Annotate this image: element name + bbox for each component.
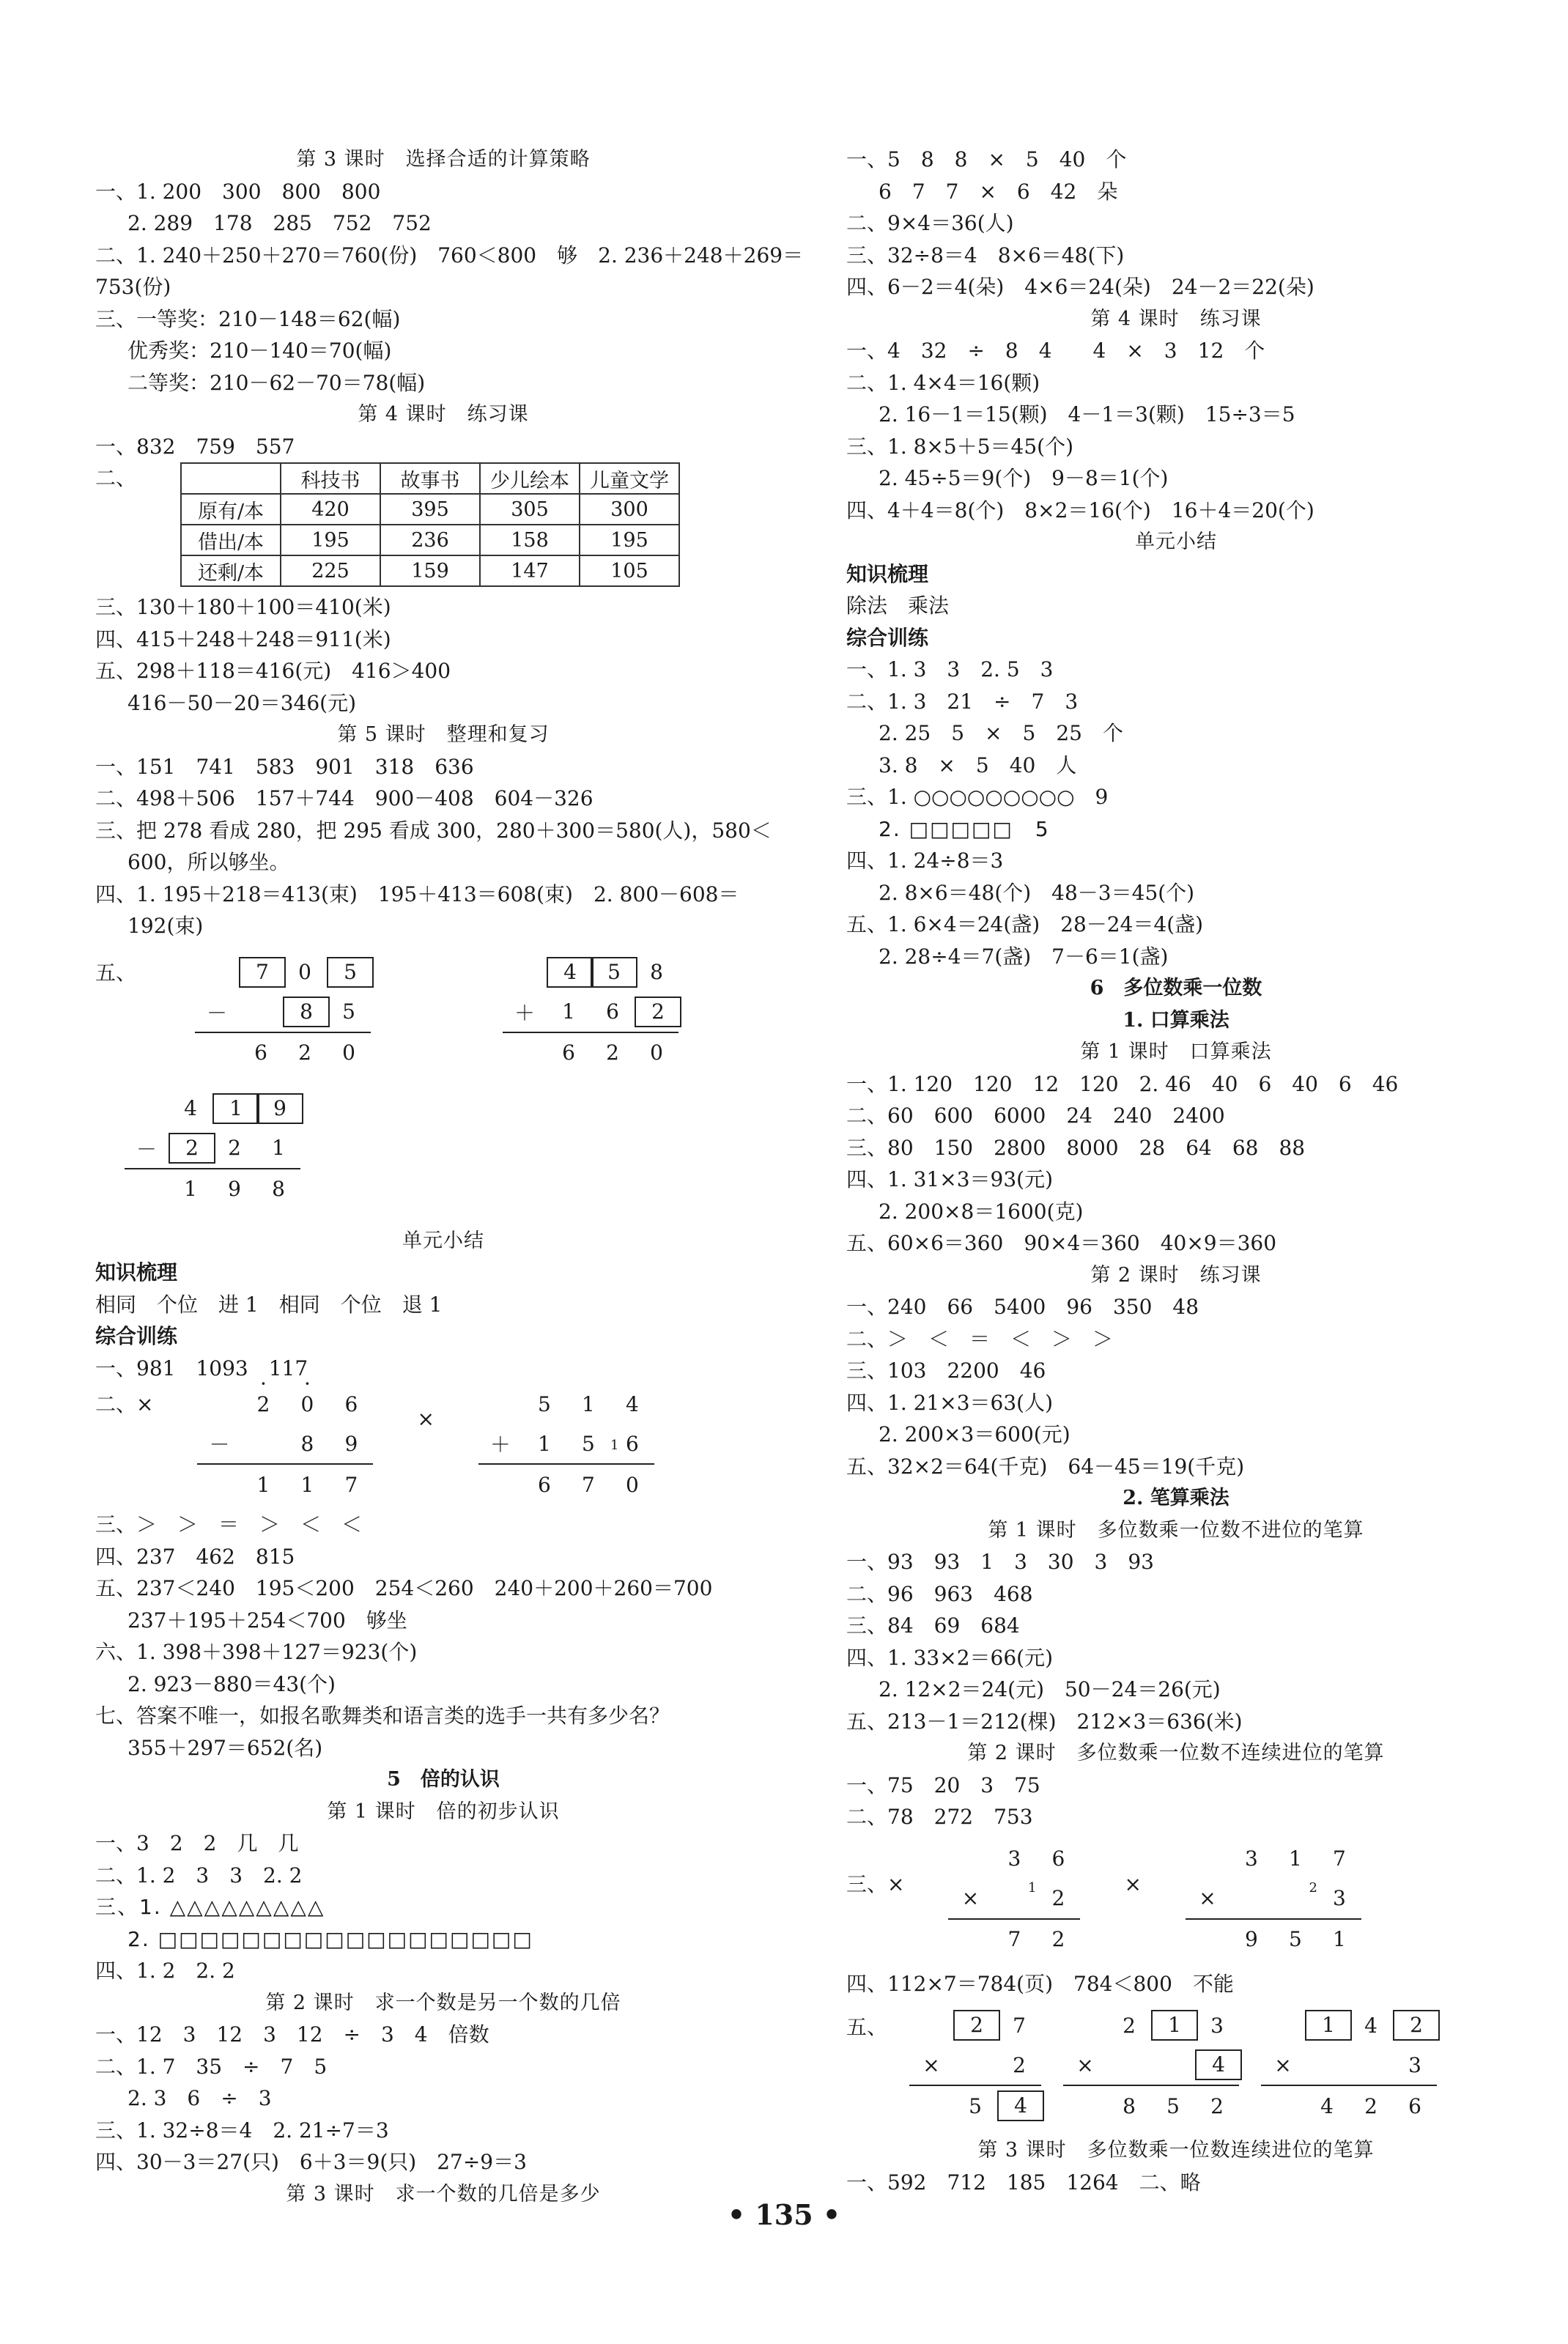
table-header-cell	[181, 463, 281, 494]
answer-line: 三、80 150 2800 8000 28 64 68 88	[846, 1135, 1306, 1160]
question-number: 二、×	[95, 1392, 154, 1416]
digit: 0	[298, 960, 311, 984]
answer-line: 一、12 3 12 3 12 ÷ 3 4 倍数	[95, 2022, 489, 2047]
digit: 9	[344, 1431, 358, 1456]
result-row	[1186, 1918, 1361, 1959]
digit: 1	[562, 999, 575, 1024]
answer-line: 一、1. 200 300 800 800	[95, 179, 381, 204]
table-cell: 395	[380, 494, 480, 525]
carry-digit: 2	[1309, 1879, 1317, 1896]
digit-row	[1186, 1879, 1361, 1918]
operator: －	[207, 1000, 228, 1025]
lesson-title: 第 2 课时 多位数乘一位数不连续进位的笔算	[967, 1742, 1385, 1764]
digit: 0	[342, 1040, 355, 1065]
triangle-row: 三、1. △△△△△△△△△	[95, 1895, 325, 1919]
answer-line: 二、1. 3 21 ÷ 7 3	[846, 689, 1079, 714]
table-cell: 195	[580, 525, 679, 555]
table-header-row	[181, 463, 679, 494]
result-row	[197, 1463, 373, 1504]
digit: 5	[969, 2093, 982, 2118]
section-heading: 知识梳理	[846, 561, 929, 586]
table-cell: 236	[380, 525, 480, 555]
answer-line: 2. 25 5 × 5 25 个	[879, 721, 1123, 745]
digit-row	[948, 1879, 1080, 1918]
answer-line: 一、5 8 8 × 5 40 个	[846, 147, 1127, 171]
digit: 8	[272, 1177, 285, 1201]
answer-line: 753(份)	[95, 275, 171, 299]
digit-row	[1261, 2005, 1437, 2045]
answer-box: 8	[283, 997, 330, 1027]
lesson-title: 第 4 课时 练习课	[1090, 307, 1262, 330]
table-cell: 105	[580, 555, 679, 586]
digit: 2	[1051, 1927, 1065, 1951]
answer-line: 一、4 32 ÷ 8 4 4 × 3 12 个	[846, 339, 1265, 363]
answer-line: 三、130＋180＋100＝410(米)	[95, 595, 391, 619]
result-row	[503, 1032, 678, 1073]
answer-line: 2. 8×6＝48(个) 48－3＝45(个)	[879, 880, 1195, 905]
digit: 2	[1013, 2052, 1026, 2077]
answer-box: 4	[997, 2090, 1044, 2121]
digit: 2	[1051, 1886, 1065, 1910]
answer-line: 五、213－1＝212(棵) 212×3＝636(米)	[846, 1709, 1243, 1734]
digit: 0 ·	[285, 1392, 329, 1416]
digit: 1	[300, 1472, 314, 1497]
digit: 2	[298, 1040, 311, 1065]
digit: 1	[272, 1136, 285, 1160]
answer-line: 三、一等奖：210－148＝62(幅)	[95, 306, 401, 331]
answer-line: 6 7 7 × 6 42 朵	[879, 179, 1118, 204]
answer-line: 416－50－20＝346(元)	[127, 690, 356, 715]
table-block	[95, 462, 791, 591]
answer-line: 二、96 963 468	[846, 1581, 1033, 1606]
unit-subtitle: 2. 笔算乘法	[1123, 1487, 1229, 1509]
vertical-arithmetic-group	[846, 1839, 1506, 1968]
section-title: 单元小结	[1135, 530, 1217, 553]
digit: 6	[562, 1040, 575, 1065]
answer-line: 三、＞ ＞ ＝ ＞ ＜ ＜	[95, 1512, 363, 1537]
digit: 3	[1408, 2052, 1421, 2077]
digit: 7	[1013, 2013, 1026, 2038]
answer-line: 一、1. 120 120 12 120 2. 46 40 6 40 6 46	[846, 1071, 1399, 1096]
lesson-title: 第 1 课时 口算乘法	[1080, 1040, 1272, 1063]
answer-line: 除法 乘法	[846, 594, 950, 618]
section-heading: 综合训练	[95, 1324, 178, 1348]
digit: 6	[606, 999, 619, 1024]
answer-line: 四、237 462 815	[95, 1544, 295, 1569]
vertical-subtraction	[125, 1089, 791, 1218]
digit: 5	[582, 1431, 595, 1456]
digit: 5	[342, 999, 355, 1024]
answer-box: 1	[212, 1093, 259, 1124]
answer-line: 四、6－2＝4(朵) 4×6＝24(朵) 24－2＝22(朵)	[846, 275, 1314, 299]
table-cell: 300	[580, 494, 679, 525]
answer-line: 六、1. 398＋398＋127＝923(个)	[95, 1640, 418, 1664]
answer-line: 2. 45÷5＝9(个) 9－8＝1(个)	[879, 466, 1169, 490]
answer-line: 355＋297＝652(名)	[127, 1735, 323, 1760]
digit: 1	[1333, 1927, 1346, 1951]
answer-box: 4	[1195, 2049, 1242, 2080]
answer-line: 四、1. 21×3＝63(人)	[846, 1390, 1053, 1415]
question-number: 二、	[95, 466, 137, 490]
digit: 6	[1408, 2093, 1421, 2118]
vertical-arithmetic-group	[95, 1384, 791, 1509]
table-cell: 158	[480, 525, 580, 555]
digit-row	[1261, 2045, 1437, 2085]
vertical-multiplication	[909, 2005, 1041, 2126]
lesson-title: 第 3 课时 多位数乘一位数连续进位的笔算	[977, 2139, 1375, 2162]
wrong-mark: ×	[1124, 1871, 1142, 1896]
result-row	[1063, 2085, 1239, 2126]
answer-line: 一、75 20 3 75	[846, 1772, 1040, 1797]
page-number: • 135 •	[727, 2198, 841, 2231]
digit-row	[1186, 1839, 1361, 1879]
table-row	[181, 494, 679, 525]
digit: 5	[1166, 2093, 1180, 2118]
digit-row	[125, 1128, 791, 1168]
table-cell: 159	[380, 555, 480, 586]
digit: 8	[1123, 2093, 1136, 2118]
answer-line: 四、415＋248＋248＝911(米)	[95, 626, 391, 651]
result-row	[948, 1918, 1080, 1959]
digit: 7	[344, 1472, 358, 1497]
digit: 3	[1007, 1846, 1021, 1871]
vertical-multiplication	[948, 1839, 1080, 1959]
answer-box: 4	[547, 957, 593, 988]
answer-line: 相同 个位 进 1 相同 个位 退 1	[95, 1292, 443, 1317]
answer-box: 2	[953, 2010, 1000, 2041]
answer-line: 2. 289 178 285 752 752	[127, 211, 432, 235]
answer-line: 三、把 278 看成 280，把 295 看成 300，280＋300＝580(人)，580＜	[95, 818, 772, 843]
answer-box: 2	[169, 1133, 215, 1164]
chapter-title: 5 倍的认识	[387, 1768, 500, 1791]
digit: 4	[184, 1096, 197, 1120]
digit-row	[195, 953, 371, 992]
answer-line: 二、1. 240＋250＋270＝760(份) 760＜800 够 2. 236＋248＋269＝	[95, 243, 804, 267]
answer-line: 五、60×6＝360 90×4＝360 40×9＝360	[846, 1231, 1277, 1255]
answer-line: 二、1. 4×4＝16(颗)	[846, 370, 1040, 395]
digit-row	[503, 953, 678, 992]
digit: 2	[1210, 2093, 1224, 2118]
circle-row: 三、1. ○○○○○○○○○ 9	[846, 785, 1109, 809]
answer-line: 237＋195＋254＜700 够坐	[127, 1608, 407, 1633]
lesson-title: 第 3 课时 求一个数的几倍是多少	[286, 2182, 601, 2206]
answer-line: 2. 3 6 ÷ 3	[127, 2086, 272, 2110]
unit-subtitle: 1. 口算乘法	[1123, 1008, 1229, 1032]
digit: 1	[184, 1177, 197, 1201]
answer-line: 192(束)	[127, 914, 204, 938]
table-row	[181, 555, 679, 586]
digit: 2	[1364, 2093, 1377, 2118]
digit: 1	[256, 1472, 270, 1497]
table-header-cell: 少儿绘本	[480, 463, 580, 494]
digit-row	[503, 992, 678, 1032]
digit: 9	[228, 1177, 241, 1201]
answer-box: 1	[1151, 2010, 1198, 2041]
answer-line: 五、237＜240 195＜200 254＜260 240＋200＋260＝700	[95, 1576, 713, 1600]
operator: －	[209, 1432, 230, 1457]
operator: －	[136, 1136, 157, 1161]
operator: ＋	[489, 1432, 511, 1457]
vertical-addition	[478, 1384, 654, 1504]
answer-box: 7	[239, 957, 286, 988]
digit: 7	[1333, 1846, 1346, 1871]
answer-line: 二、9×4＝36(人)	[846, 211, 1014, 235]
answer-line: 二、78 272 753	[846, 1805, 1033, 1829]
question-number: 五、	[95, 960, 137, 985]
table-header-cell: 儿童文学	[580, 463, 679, 494]
digit: 0	[650, 1040, 663, 1065]
digit: 1	[582, 1391, 595, 1416]
table-header-cell: 科技书	[281, 463, 380, 494]
operator: ×	[1199, 1886, 1216, 1910]
answer-line: 七、答案不唯一，如报名歌舞类和语言类的选手一共有多少名？	[95, 1704, 670, 1728]
digit: 3	[1245, 1846, 1258, 1871]
digit: 4	[626, 1391, 639, 1416]
section-heading: 知识梳理	[95, 1260, 178, 1284]
digit-row	[909, 2045, 1041, 2085]
result-row	[125, 1168, 300, 1209]
digit: 1	[538, 1431, 551, 1456]
digit: 6	[538, 1472, 551, 1497]
vertical-subtraction	[197, 1384, 373, 1504]
vertical-multiplication	[1186, 1839, 1361, 1959]
right-column	[846, 144, 1506, 2198]
digit: 2 ·	[241, 1392, 285, 1416]
operator: ×	[1076, 2052, 1094, 2077]
answer-box: 5	[591, 957, 637, 988]
answer-line: 三、1. 8×5＋5＝45(个)	[846, 434, 1073, 459]
square-row: 2. □□□□□□□□□□□□□□□□□□	[127, 1926, 533, 1951]
table-cell: 还剩/本	[181, 555, 281, 586]
digit-row	[197, 1424, 373, 1463]
answer-line: 二、498＋506 157＋744 900－408 604－326	[95, 786, 593, 810]
digit-row	[909, 2005, 1041, 2045]
digit-row	[948, 1839, 1080, 1879]
digit: 0	[626, 1472, 639, 1497]
digit: 2	[228, 1136, 241, 1160]
digit: 9	[1245, 1927, 1258, 1951]
question-number: 五、	[846, 2015, 888, 2039]
section-heading: 综合训练	[846, 625, 929, 650]
digit: 6	[1051, 1846, 1065, 1871]
answer-line: 三、103 2200 46	[846, 1358, 1046, 1383]
digit-row	[478, 1424, 654, 1463]
answer-line: 二、1. 7 35 ÷ 7 5	[95, 2054, 328, 2079]
wrong-mark: ×	[417, 1407, 434, 1431]
answer-line: 2. 28÷4＝7(盏) 7－6＝1(盏)	[879, 944, 1169, 969]
digit: 2	[1123, 2013, 1136, 2038]
digit: 4	[1320, 2093, 1334, 2118]
table-cell: 195	[281, 525, 380, 555]
vertical-multiplication	[1063, 2005, 1239, 2126]
operator: ×	[922, 2052, 940, 2077]
lesson-title: 第 5 课时 整理和复习	[337, 723, 550, 746]
table-cell: 借出/本	[181, 525, 281, 555]
answer-line: 四、1. 195＋218＝413(束) 195＋413＝608(束) 2. 800－608＝	[95, 881, 739, 906]
answer-line: 五、1. 6×4＝24(盏) 28－24＝4(盏)	[846, 912, 1204, 936]
answer-line: 2. 923－880＝43(个)	[127, 1671, 336, 1696]
digit: 6	[626, 1431, 639, 1456]
vertical-addition	[503, 953, 678, 1073]
lesson-title: 第 4 课时 练习课	[358, 403, 529, 426]
answer-line: 四、4＋4＝8(个) 8×2＝16(个) 16＋4＝20(个)	[846, 498, 1314, 522]
table-cell: 420	[281, 494, 380, 525]
answer-box: 9	[256, 1093, 303, 1124]
answer-line: 一、151 741 583 901 318 636	[95, 754, 474, 779]
answer-line: 二、60 600 6000 24 240 2400	[846, 1103, 1225, 1128]
digit-row	[195, 992, 371, 1032]
answer-line: 一、240 66 5400 96 350 48	[846, 1295, 1199, 1319]
digit-row	[197, 1384, 373, 1424]
answer-line: 600，所以够坐。	[127, 850, 290, 874]
table-cell: 225	[281, 555, 380, 586]
answer-line: 四、1. 33×2＝66(元)	[846, 1645, 1053, 1670]
table-header-cell: 故事书	[380, 463, 480, 494]
answer-line: 二等奖：210－62－70＝78(幅)	[127, 370, 426, 395]
digit: 6	[254, 1040, 267, 1065]
answer-line: 三、32÷8＝4 8×6＝48(下)	[846, 243, 1125, 267]
answer-line: 四、1. 24÷8＝3	[846, 849, 1004, 873]
digit: 6	[344, 1391, 358, 1416]
answer-line: 三、84 69 684	[846, 1613, 1020, 1638]
answer-line: 一、832 759 557	[95, 434, 295, 459]
answer-line: 二、1. 2 3 3 2. 2	[95, 1863, 303, 1888]
operator: ×	[961, 1886, 980, 1910]
answer-line: 一、3 2 2 几 几	[95, 1831, 299, 1855]
lesson-title: 第 1 课时 多位数乘一位数不进位的笔算	[988, 1518, 1364, 1542]
result-row	[909, 2085, 1041, 2126]
table-cell: 147	[480, 555, 580, 586]
square-row: 2. □□□□□ 5	[879, 816, 1050, 841]
digit: 7	[1007, 1927, 1021, 1951]
digit: 8	[650, 960, 663, 984]
vertical-subtraction	[195, 953, 371, 1073]
answer-line: 一、981 1093 117	[95, 1356, 308, 1380]
answer-line: 一、592 712 185 1264 二、略	[846, 2170, 1201, 2195]
answer-line: 2. 200×8＝1600(克)	[879, 1199, 1084, 1224]
answer-line: 2. 200×3＝600(元)	[879, 1422, 1070, 1446]
vertical-multiplication	[1261, 2005, 1437, 2126]
answer-line: 3. 8 × 5 40 人	[879, 753, 1077, 777]
carry-digit: 1	[1028, 1879, 1037, 1896]
answer-box: 2	[1393, 2010, 1440, 2041]
answer-box: 5	[327, 957, 374, 988]
answer-line: 2. 16－1＝15(颗) 4－1＝3(颗) 15÷3＝5	[879, 402, 1295, 426]
answer-box: 2	[635, 997, 681, 1027]
table-row	[181, 525, 679, 555]
lesson-title: 第 2 课时 求一个数是另一个数的几倍	[265, 1991, 621, 2014]
answer-line: 四、1. 31×3＝93(元)	[846, 1167, 1053, 1191]
digit: 3	[1210, 2013, 1224, 2038]
digit: 5	[538, 1391, 551, 1416]
answer-line: 四、112×7＝784(页) 784＜800 不能	[846, 1971, 1234, 1996]
table-cell: 305	[480, 494, 580, 525]
table-cell: 原有/本	[181, 494, 281, 525]
chapter-title: 6 多位数乘一位数	[1090, 977, 1262, 999]
operator: ＋	[514, 1000, 536, 1025]
answer-line: 二、＞ ＜ ＝ ＜ ＞ ＞	[846, 1326, 1114, 1351]
section-title: 单元小结	[402, 1229, 484, 1252]
digit: 4	[1364, 2013, 1377, 2038]
digit-row	[1063, 2045, 1239, 2085]
answer-line: 2. 12×2＝24(元) 50－24＝26(元)	[879, 1677, 1221, 1701]
carry-digit: 1	[610, 1437, 619, 1453]
digit-row	[1063, 2005, 1239, 2045]
book-table	[180, 462, 680, 587]
digit: 7	[582, 1472, 595, 1497]
result-row	[1261, 2085, 1437, 2126]
answer-line: 一、1. 3 3 2. 5 3	[846, 657, 1054, 681]
operator: ×	[1274, 2052, 1292, 2077]
answer-line: 四、1. 2 2. 2	[95, 1959, 235, 1983]
left-column	[95, 144, 804, 2210]
question-number: 三、×	[846, 1871, 905, 1896]
digit: 1	[1289, 1846, 1302, 1871]
digit: 3	[1333, 1886, 1346, 1910]
digit: 2	[606, 1040, 619, 1065]
answer-line: 优秀奖：210－140＝70(幅)	[127, 339, 392, 363]
digit: 5	[1289, 1927, 1302, 1951]
digit-row	[478, 1384, 654, 1424]
answer-box: 1	[1305, 2010, 1352, 2041]
answer-line: 三、1. 32÷8＝4 2. 21÷7＝3	[95, 2118, 389, 2142]
digit: 8	[300, 1431, 314, 1456]
lesson-title: 第 2 课时 练习课	[1090, 1263, 1262, 1287]
result-row	[478, 1463, 654, 1504]
lesson-title: 第 1 课时 倍的初步认识	[327, 1800, 560, 1823]
answer-line: 五、298＋118＝416(元) 416＞400	[95, 659, 451, 683]
vertical-arithmetic-group	[846, 2005, 1506, 2134]
result-row	[195, 1032, 371, 1073]
answer-line: 一、93 93 1 3 30 3 93	[846, 1550, 1154, 1574]
digit-row	[125, 1089, 791, 1128]
answer-line: 四、30－3＝27(只) 6＋3＝9(只) 27÷9＝3	[95, 2150, 527, 2174]
lesson-title: 第 3 课时 选择合适的计算策略	[296, 148, 591, 171]
vertical-arithmetic-group	[95, 953, 791, 1089]
answer-line: 五、32×2＝64(千克) 64－45＝19(千克)	[846, 1454, 1245, 1479]
